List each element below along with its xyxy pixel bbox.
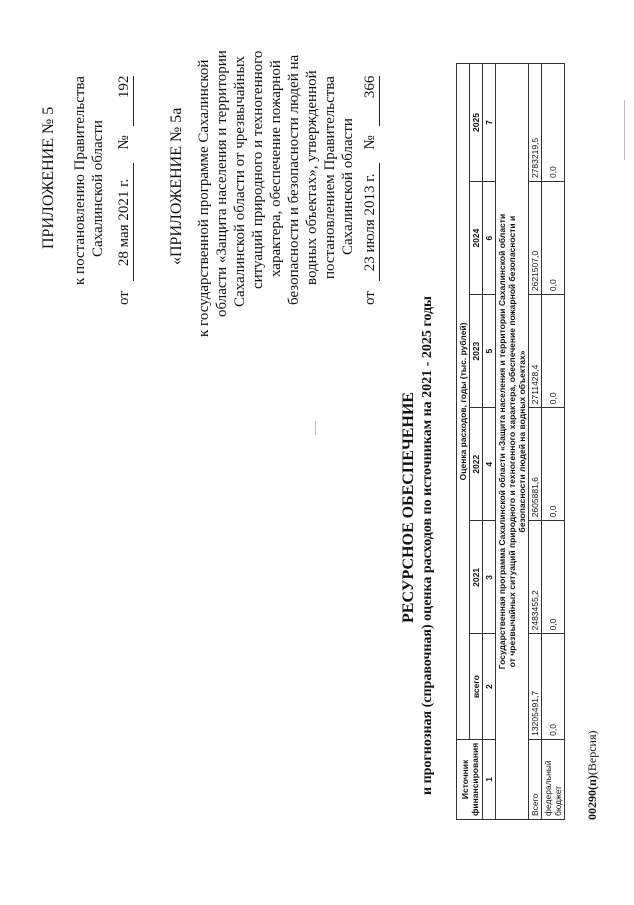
approval-date-line: от 23 июля 2013 г. № 366 (362, 75, 378, 305)
row-value: 0,0 (542, 295, 565, 408)
appendix-line-6: безопасности и безопасности людей на (286, 54, 302, 305)
appendix-line-3: Сахалинской области от чрезвычайных (232, 55, 248, 307)
document-title: РЕСУРСНОЕ ОБЕСПЕЧЕНИЕ (400, 392, 417, 623)
table-row (529, 64, 542, 820)
region-line: Сахалинской области (90, 120, 106, 257)
col-number: 2 (483, 634, 496, 739)
decree-date-line: от 28 мая 2021 г. № 192 (116, 75, 132, 305)
row-source: федеральный бюджет (542, 739, 565, 819)
row-value: 13205491,7 (529, 634, 542, 739)
scan-speck (315, 421, 316, 435)
resource-table (456, 63, 565, 820)
appendix-line-7: водных объектах», утвержденной (304, 70, 320, 285)
appendix-line-4: ситуаций природного и техногенного (250, 50, 266, 289)
col-number: 3 (483, 521, 496, 634)
appendix-line-8: постановлением Правительства (322, 76, 338, 279)
appendix-line-1: к государственной программе Сахалинской (196, 59, 212, 337)
col-number: 5 (483, 295, 496, 408)
table-row (542, 64, 565, 820)
col-number: 1 (483, 739, 496, 819)
row-value: 0,0 (542, 182, 565, 295)
approval-date: 23 июля 2013 г. (362, 163, 380, 281)
col-group-header: Оценка расходов, годы (тыс. рублей) (457, 64, 470, 740)
appendix-5-heading: ПРИЛОЖЕНИЕ № 5 (40, 106, 57, 249)
approval-number: 366 (362, 76, 380, 126)
appendix-5a-heading: «ПРИЛОЖЕНИЕ № 5а (168, 107, 185, 265)
row-value: 2711428,4 (529, 295, 542, 408)
row-source: Всего (529, 739, 542, 819)
col-number: 6 (483, 182, 496, 295)
document-code: 00290(п)(Версия) (585, 730, 599, 820)
program-caption-row (496, 64, 529, 820)
row-value: 0,0 (542, 408, 565, 521)
scan-speck (624, 100, 625, 160)
appendix-line-5: характера, обеспечение пожарной (268, 60, 284, 277)
decree-date: 28 мая 2021 г. (116, 163, 134, 281)
table-number-row (483, 64, 496, 820)
col-2022-header: 2022 (470, 408, 483, 521)
row-value: 2783219,5 (529, 64, 542, 182)
table-header-row (457, 64, 470, 820)
table-years-row (470, 64, 483, 820)
col-2023-header: 2023 (470, 295, 483, 408)
document-subtitle: и прогнозная (справочная) оценка расходов по источникам на 2021 - 2025 годы (420, 296, 435, 795)
decree-number: 192 (116, 76, 134, 126)
appendix-line-9: Сахалинской области (340, 118, 356, 255)
row-value: 0,0 (542, 64, 565, 182)
row-value: 2605881,6 (529, 408, 542, 521)
row-value: 2483455,2 (529, 521, 542, 634)
row-value: 0,0 (542, 634, 565, 739)
col-source-header: Источник финансирования (457, 739, 483, 819)
col-2021-header: 2021 (470, 521, 483, 634)
to-decree-line: к постановлению Правительства (72, 76, 88, 285)
col-2024-header: 2024 (470, 182, 483, 295)
col-number: 7 (483, 64, 496, 182)
col-2025-header: 2025 (470, 64, 483, 182)
row-value: 2621507,0 (529, 182, 542, 295)
row-value: 0,0 (542, 521, 565, 634)
col-number: 4 (483, 408, 496, 521)
col-total-header: всего (470, 634, 483, 739)
program-caption: Государственная программа Сахалинской области «Защита населения и территории Сахалинской области от чрезвычайных ситуаций природного и техногенного характера, обеспечение пожарной безопасности и безопасности людей на водных объектах» (496, 64, 529, 820)
appendix-line-2: области «Защита населения и территории (214, 50, 230, 317)
